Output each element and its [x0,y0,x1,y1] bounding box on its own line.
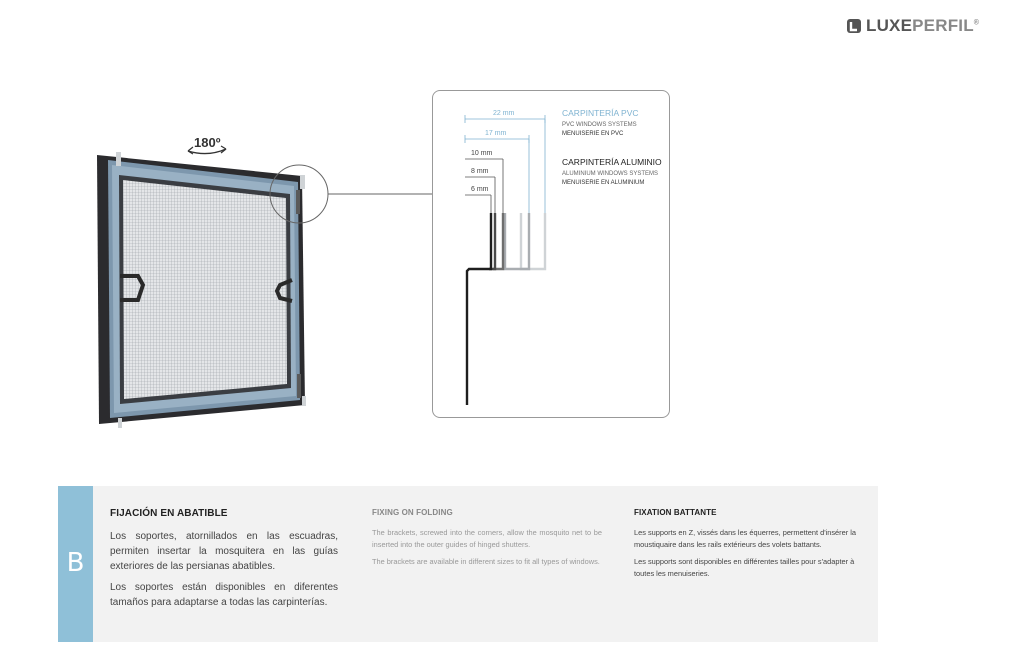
brand-mark-icon [846,18,862,34]
pvc-line1: PVC WINDOWS SYSTEMS [562,122,637,128]
pvc-title: CARPINTERÍA PVC [562,108,639,118]
aluminio-line1: ALUMINIUM WINDOWS SYSTEMS [562,171,659,177]
english-paragraph-2: The brackets are available in different sizes to fit all types of windows. [372,557,600,566]
aluminio-title: CARPINTERÍA ALUMINIO [562,157,662,167]
french-paragraph-2: Les supports sont disponibles en différentes tailles pour s'adapter à toutes les menuiseries. [634,557,855,578]
rotation-label: 180º [194,135,221,150]
dimension-10: 10 mm [471,150,493,157]
french-title: FIXATION BATTANTE [634,508,717,517]
section-info-band [58,486,878,642]
bracket-detail-panel [432,90,670,418]
english-title: FIXING ON FOLDING [372,508,453,517]
spanish-paragraph-2: Los soportes están disponibles en diferentes tamaños para adaptarse a todas las carpinterías. [110,582,338,608]
section-letter: B [66,548,85,578]
french-column [634,508,866,585]
dimension-6: 6 mm [471,186,489,193]
spanish-column [110,508,338,616]
english-column [372,508,602,574]
mosquito-net-window-illustration [0,0,440,440]
spanish-paragraph-1: Los soportes, atornillados en las escuadras, permiten insertar la mosquitera en las guías exteriores de las persianas abatibles. [110,531,338,572]
brand-wordmark: LUXEPERFIL® [866,16,980,35]
dimension-22: 22 mm [493,110,515,117]
section-tab [58,486,93,642]
dimension-8: 8 mm [471,168,489,175]
french-paragraph-1: Les supports en Z, vissés dans les équerres, permettent d'insérer la moustiquaire dans les rails extérieurs des volets battants. [634,528,857,549]
pvc-line2: MENUISERIE EN PVC [562,131,624,137]
spanish-title: FIJACIÓN EN ABATIBLE [110,508,228,519]
dimension-17: 17 mm [485,130,507,137]
brand-logo [846,16,979,36]
aluminio-line2: MENUISERIE EN ALUMINIUM [562,180,645,186]
english-paragraph-1: The brackets, screwed into the corners, allow the mosquito net to be inserted into the outer guides of hinged shutters. [372,528,602,549]
